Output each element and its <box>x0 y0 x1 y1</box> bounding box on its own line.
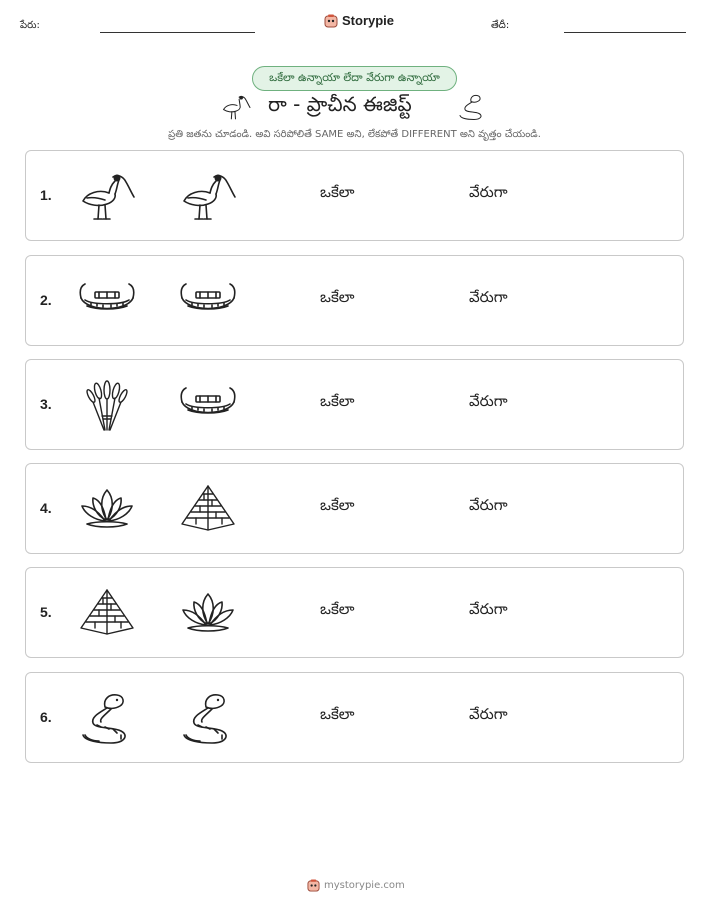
question-number: 2. <box>40 292 52 308</box>
left-picture <box>77 272 137 330</box>
lotus-icon <box>178 584 238 642</box>
option-different[interactable]: వేరుగా <box>469 183 508 201</box>
option-same[interactable]: ఒకేలా <box>320 288 355 306</box>
left-picture <box>77 167 137 225</box>
right-picture <box>178 376 238 434</box>
question-number: 1. <box>40 187 52 203</box>
date-label: తేదీ: <box>491 20 510 31</box>
option-different[interactable]: వేరుగా <box>469 392 508 410</box>
question-number: 3. <box>40 396 52 412</box>
cobra-icon <box>457 92 487 122</box>
option-different[interactable]: వేరుగా <box>469 600 508 618</box>
cobra-icon <box>178 689 238 747</box>
pyramid-icon <box>77 584 137 642</box>
footer <box>307 879 405 892</box>
brand-name: Storypie <box>342 13 395 28</box>
right-picture <box>178 480 238 538</box>
pyramid-icon <box>178 480 238 538</box>
option-same[interactable]: ఒకేలా <box>320 496 355 514</box>
option-different[interactable]: వేరుగా <box>469 705 508 723</box>
left-picture <box>77 480 137 538</box>
boat-icon <box>77 272 137 330</box>
question-row-2 <box>25 255 684 346</box>
storypie-mascot-icon <box>324 14 338 28</box>
instructions: ప్రతి జతను చూడండి. అవి సరిపోలితే SAME అని, లేకపోతే DIFFERENT అని వృత్తం చేయండి. <box>168 129 541 140</box>
right-picture <box>178 689 238 747</box>
option-same[interactable]: ఒకేలా <box>320 183 355 201</box>
worksheet-title <box>212 92 502 122</box>
question-row-6 <box>25 672 684 763</box>
storypie-mascot-icon <box>307 879 320 892</box>
wheat-icon <box>77 376 137 434</box>
question-row-3 <box>25 359 684 450</box>
left-picture <box>77 376 137 434</box>
right-picture <box>178 167 238 225</box>
right-picture <box>178 584 238 642</box>
boat-icon <box>178 376 238 434</box>
left-picture <box>77 689 137 747</box>
question-row-1 <box>25 150 684 241</box>
option-same[interactable]: ఒకేలా <box>320 392 355 410</box>
question-number: 4. <box>40 500 52 516</box>
right-picture <box>178 272 238 330</box>
name-line[interactable] <box>100 32 255 33</box>
option-same[interactable]: ఒకేలా <box>320 600 355 618</box>
title-text: రా - ప్రాచీన ఈజిప్ట్ <box>268 92 412 116</box>
name-label: పేరు: <box>20 20 40 31</box>
ibis-icon <box>220 92 252 122</box>
option-different[interactable]: వేరుగా <box>469 288 508 306</box>
ibis-icon <box>77 167 137 225</box>
left-picture <box>77 584 137 642</box>
question-row-5 <box>25 567 684 658</box>
brand-logo <box>324 13 394 28</box>
date-line[interactable] <box>564 32 686 33</box>
option-different[interactable]: వేరుగా <box>469 496 508 514</box>
question-row-4 <box>25 463 684 554</box>
option-same[interactable]: ఒకేలా <box>320 705 355 723</box>
boat-icon <box>178 272 238 330</box>
cobra-icon <box>77 689 137 747</box>
question-number: 5. <box>40 604 52 620</box>
question-number: 6. <box>40 709 52 725</box>
footer-url[interactable]: mystorypie.com <box>324 880 405 891</box>
lotus-icon <box>77 480 137 538</box>
ibis-icon <box>178 167 238 225</box>
activity-badge: ఒకేలా ఉన్నాయా లేదా వేరుగా ఉన్నాయా <box>252 66 457 91</box>
